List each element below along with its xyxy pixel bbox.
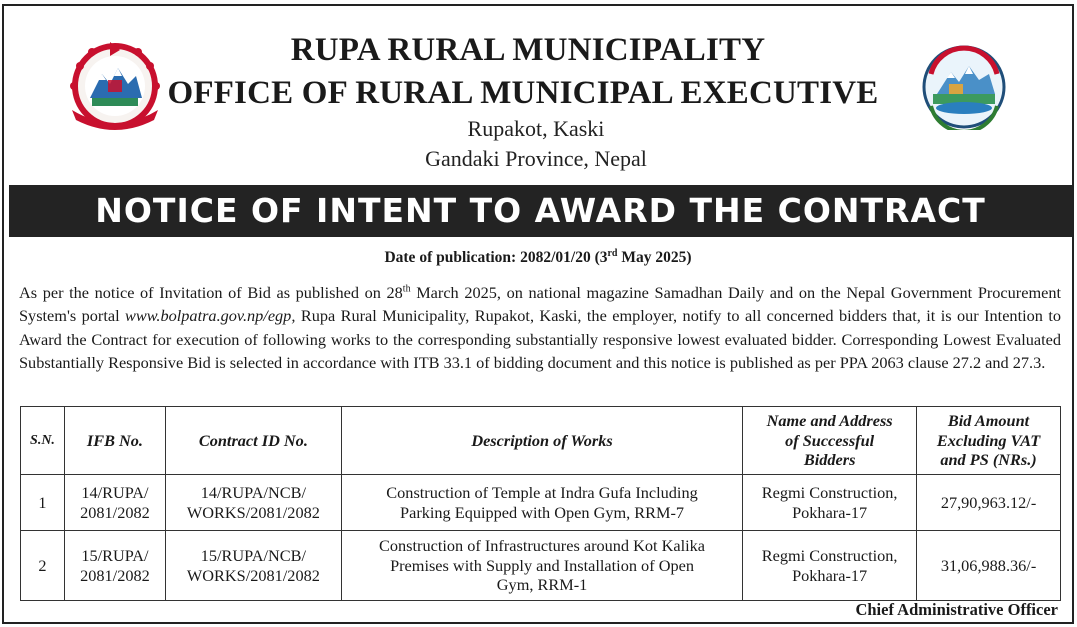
signatory: Chief Administrative Officer [855,600,1058,619]
cell-amount: 31,06,988.36/- [917,531,1061,601]
header-contract-id: Contract ID No. [165,407,341,475]
cell-contract-id: 15/RUPA/NCB/ WORKS/2081/2082 [165,531,341,601]
notice-banner: NOTICE OF INTENT TO AWARD THE CONTRACT [9,185,1072,237]
cell-bidder: Regmi Construction, Pokhara-17 [743,531,917,601]
header-ifb: IFB No. [64,407,165,475]
table-row [21,475,1061,531]
header-amount: Bid Amount Excluding VAT and PS (NRs.) [917,407,1061,475]
notice-header [4,6,1072,182]
header-bidder: Name and Address of Successful Bidders [743,407,917,475]
header-sn: S.N. [21,407,65,475]
cell-ifb: 14/RUPA/ 2081/2082 [64,475,165,531]
cell-amount: 27,90,963.12/- [917,475,1061,531]
portal-link[interactable]: www.bolpatra.gov.np/egp, [125,306,296,326]
notice-body: As per the notice of Invitation of Bid as published on 28th March 2025, on national magazine Samadhan Daily and on the Nepal Government Procurement System's portal www.bolpatra.gov.np/egp, Rupa Rural Municipality, Rupakot, Kaski, the employer, notify to all concerned bidders that, it is our Intention to Award the Contract for execution of following works to the corresponding substantially responsive lowest evaluated bidder. Corresponding Lowest Evaluated Substantially Responsive Bid is selected in accordance with ITB 33.1 of bidding document and this notice is published as per PPA 2063 clause 27.2 and 27.3. [19,283,1062,373]
notice-page [2,4,1074,624]
municipality-name: RUPA RURAL MUNICIPALITY [290,32,766,68]
table-header-row [21,407,1061,475]
cell-description: Construction of Temple at Indra Gufa Including Parking Equipped with Open Gym, RRM-7 [341,475,742,531]
cell-sn: 2 [21,531,65,601]
cell-sn: 1 [21,475,65,531]
table-row [21,531,1061,601]
office-name: OFFICE OF RURAL MUNICIPAL EXECUTIVE [167,75,879,111]
publication-date: Date of publication: 2082/01/20 (3rd May 2025) [384,248,692,267]
cell-bidder: Regmi Construction, Pokhara-17 [743,475,917,531]
cell-description: Construction of Infrastructures around Kot Kalika Premises with Supply and Installation of Open Gym, RRM-1 [341,531,742,601]
cell-contract-id: 14/RUPA/NCB/ WORKS/2081/2082 [165,475,341,531]
address-line-1: Rupakot, Kaski [467,116,605,141]
municipality-logo-icon [919,44,1009,130]
address-line-2: Gandaki Province, Nepal [425,146,647,171]
header-description: Description of Works [341,407,742,475]
works-table [20,406,1061,601]
cell-ifb: 15/RUPA/ 2081/2082 [64,531,165,601]
